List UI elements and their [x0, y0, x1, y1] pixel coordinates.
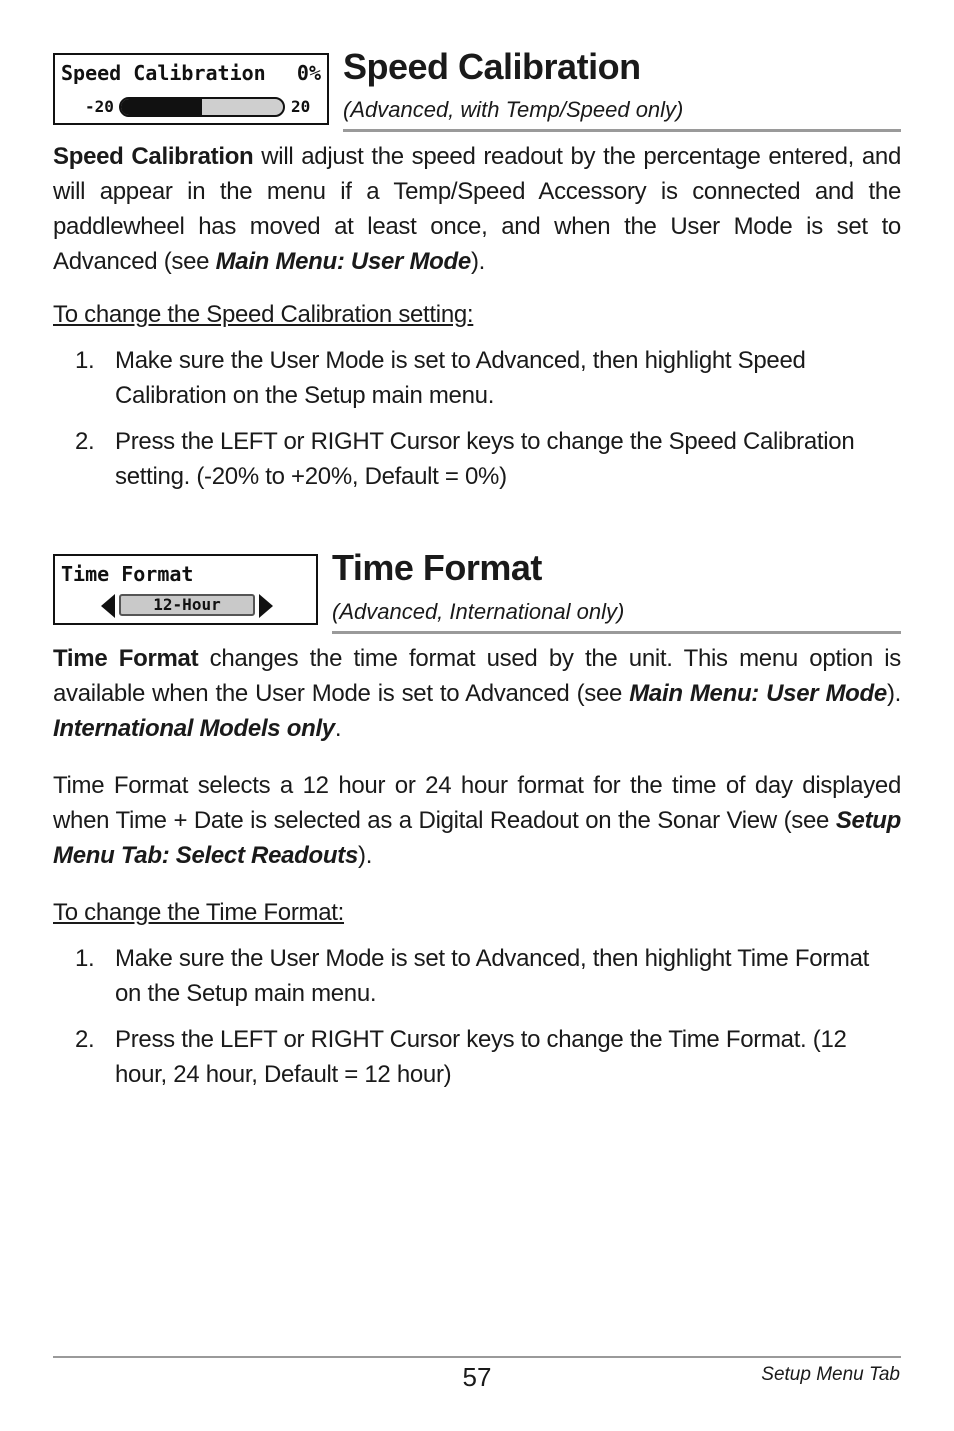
howto-heading: To change the Time Format:	[53, 899, 345, 926]
description-text-end: ).	[358, 842, 373, 869]
footer-section-name: Setup Menu Tab	[761, 1364, 900, 1385]
step-text: Make sure the User Mode is set to Advanced, then highlight Time Format on the Setup main menu.	[115, 945, 870, 1007]
step-number: 1.	[75, 347, 95, 374]
widget-value: 0%	[296, 61, 321, 85]
cross-reference: Setup Menu Tab: Select Readouts	[53, 807, 901, 869]
step-number: 2.	[75, 1026, 95, 1053]
list-item	[53, 1022, 874, 1092]
step-number: 1.	[75, 945, 95, 972]
list-item	[53, 343, 874, 413]
intro-lead: Time Format	[53, 645, 199, 672]
howto-heading: To change the Speed Calibration setting:	[53, 301, 474, 328]
time-format-value: 12-Hour	[119, 594, 255, 616]
list-item	[53, 941, 874, 1011]
step-number: 2.	[75, 428, 95, 455]
intro-text-mid: ).	[886, 680, 901, 707]
speed-calibration-intro	[53, 139, 901, 279]
left-arrow-icon	[101, 594, 115, 618]
slider-fill	[121, 99, 202, 115]
cross-reference: Main Menu: User Mode	[215, 248, 471, 275]
time-format-intro	[53, 641, 901, 746]
section-title: Speed Calibration	[343, 46, 641, 87]
section-subtitle: (Advanced, with Temp/Speed only)	[343, 97, 684, 122]
widget-label: Speed Calibration	[61, 61, 266, 85]
page-number: 57	[462, 1362, 492, 1392]
footer-divider	[53, 1356, 901, 1358]
time-format-description	[53, 768, 901, 873]
list-item	[53, 424, 874, 494]
widget-label: Time Format	[61, 562, 194, 586]
slider-min-label: -20	[85, 97, 114, 116]
models-note: International Models only	[53, 715, 335, 742]
section-title: Time Format	[332, 547, 542, 588]
step-text: Make sure the User Mode is set to Advanced, then highlight Speed Calibration on the Setup main menu.	[115, 347, 806, 409]
time-format-menu-widget	[53, 554, 318, 625]
time-format-steps	[53, 941, 874, 1103]
speed-calibration-menu-widget	[53, 53, 329, 125]
section-subtitle: (Advanced, International only)	[332, 599, 625, 624]
step-text: Press the LEFT or RIGHT Cursor keys to change the Time Format. (12 hour, 24 hour, Default = 12 hour)	[115, 1026, 847, 1088]
description-text: Time Format selects a 12 hour or 24 hour format for the time of day displayed when Time + Date is selected as a Digital Readout on the Sonar View (see	[53, 772, 901, 834]
intro-text-end: ).	[470, 248, 485, 275]
right-arrow-icon	[259, 594, 273, 618]
intro-text: will adjust the speed readout by the percentage entered, and will appear in the menu if a Temp/Speed Accessory is connected and the paddlewheel has moved at least once, and when the User Mode is set to Advanced (see	[53, 143, 901, 275]
section-divider	[332, 631, 901, 634]
speed-calibration-steps	[53, 343, 874, 505]
intro-lead: Speed Calibration	[53, 143, 254, 170]
cross-reference: Main Menu: User Mode	[629, 680, 887, 707]
intro-text: changes the time format used by the unit. This menu option is available when the User Mode is set to Advanced (see	[53, 645, 901, 707]
section-divider	[343, 129, 901, 132]
step-text: Press the LEFT or RIGHT Cursor keys to change the Speed Calibration setting. (-20% to +20%, Default = 0%)	[115, 428, 855, 490]
intro-text-end: .	[334, 715, 342, 742]
slider-max-label: 20	[291, 97, 311, 116]
calibration-slider	[119, 97, 285, 117]
